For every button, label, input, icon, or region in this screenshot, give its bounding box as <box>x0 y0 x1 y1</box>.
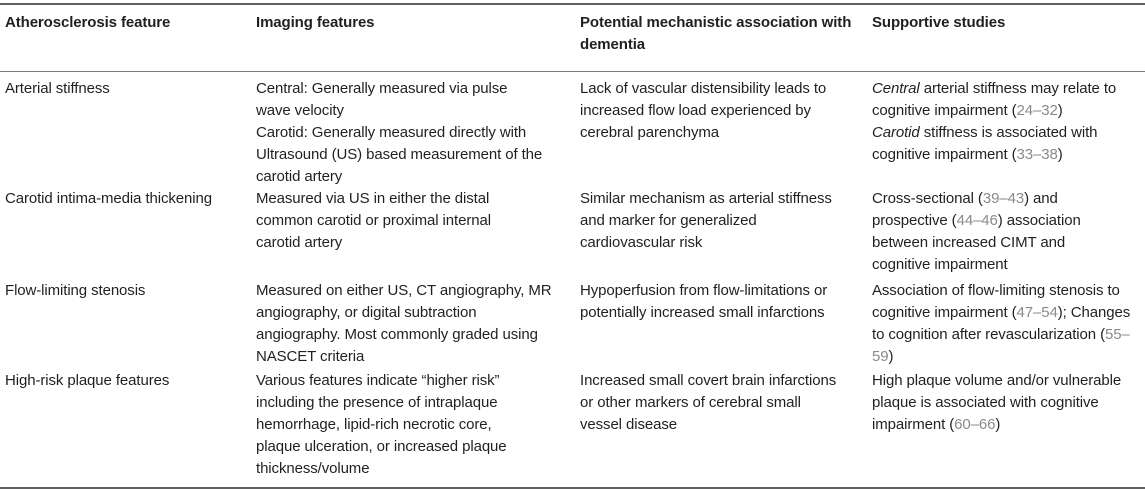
study-carotid: Carotid stiffness is associated with cognitive impairment (33–38) <box>872 124 1098 163</box>
reference-link[interactable]: 33–38 <box>1016 146 1058 163</box>
row-plaque-imaging: Various features indicate “higher risk” including the presence of intraplaque hemorrhage, lipid-rich necrotic core, plaque ulceration, or increased plaque thickness/volume <box>256 372 507 477</box>
study-central: Central arterial stiffness may relate to cognitive impairment (24–32) <box>872 80 1117 119</box>
row-cimt-imaging: Measured via US in either the distal common carotid or proximal internal carotid artery <box>256 190 491 251</box>
reference-link[interactable]: 55–59 <box>872 326 1130 365</box>
row-plaque-studies: High plaque volume and/or vulnerable plaque is associated with cognitive impairment (60–66) <box>872 372 1122 433</box>
imaging-carotid: Carotid: Generally measured directly with Ultrasound (US) based measurement of the carotid artery <box>256 124 543 185</box>
row-plaque-feature: High-risk plaque features <box>5 372 170 389</box>
header-atherosclerosis-feature: Atherosclerosis feature <box>5 14 171 31</box>
row-arterial-stiffness-mechanism: Lack of vascular distensibility leads to increased flow load experienced by cerebral parenchyma <box>580 80 827 141</box>
row-stenosis-imaging: Measured on either US, CT angiography, MR angiography, or digital subtraction angiography. Most commonly graded using NASCET criteria <box>256 282 552 365</box>
row-cimt-feature: Carotid intima-media thickening <box>5 190 212 207</box>
imaging-central: Central: Generally measured via pulse wave velocity <box>256 80 508 119</box>
reference-link[interactable]: 44–46 <box>956 212 998 229</box>
header-imaging-features: Imaging features <box>256 14 375 31</box>
row-arterial-stiffness-studies <box>872 78 1142 166</box>
row-plaque-mechanism: Increased small covert brain infarctions or other markers of cerebral small vessel disease <box>580 372 837 433</box>
table-top-rule <box>0 3 1145 5</box>
row-stenosis-feature: Flow-limiting stenosis <box>5 282 146 299</box>
header-rule <box>0 71 1145 72</box>
reference-link[interactable]: 60–66 <box>954 416 996 433</box>
row-stenosis-mechanism: Hypoperfusion from flow-limitations or potentially increased small infarctions <box>580 282 828 321</box>
header-potential-mechanism: Potential mechanistic association with dementia <box>580 14 852 53</box>
header-supportive-studies: Supportive studies <box>872 14 1006 31</box>
reference-link[interactable]: 39–43 <box>982 190 1025 207</box>
row-arterial-stiffness-imaging <box>256 78 546 188</box>
reference-link[interactable]: 47–54 <box>1016 304 1058 321</box>
row-arterial-stiffness-feature: Arterial stiffness <box>5 80 110 97</box>
table-bottom-rule <box>0 487 1145 489</box>
row-cimt-mechanism: Similar mechanism as arterial stiffness and marker for generalized cardiovascular risk <box>580 190 832 251</box>
row-cimt-studies: Cross-sectional (39–43) and prospective (44–46) association between increased CIMT and cognitive impairment <box>872 190 1081 273</box>
row-stenosis-studies: Association of flow-limiting stenosis to cognitive impairment (47–54); Changes to cognition after revascularization (55–59) <box>872 282 1131 365</box>
reference-link[interactable]: 24–32 <box>1016 102 1058 119</box>
